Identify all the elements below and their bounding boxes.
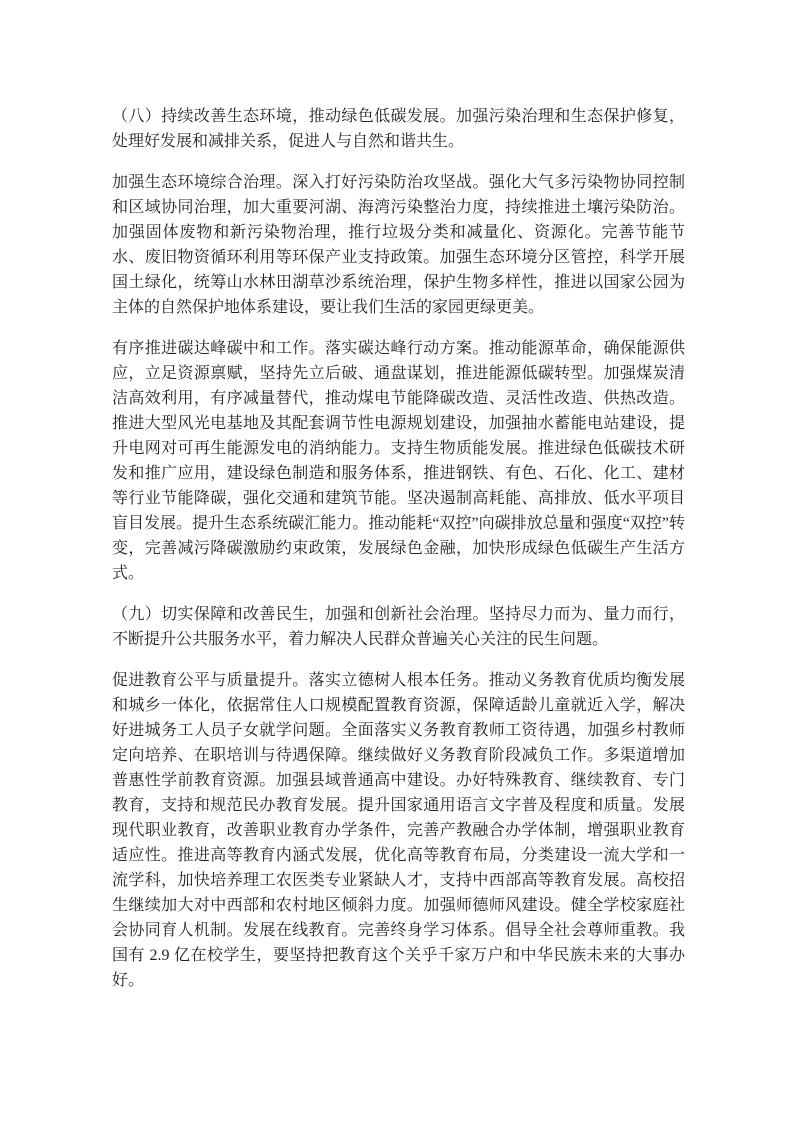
paragraph-section-9-heading: （九）切实保障和改善民生，加强和创新社会治理。坚持尽力而为、量力而行，不断提升公共服务水平，着力解决人民群众普遍关心关注的民生问题。 — [112, 606, 685, 648]
paragraph-education: 促进教育公平与质量提升。落实立德树人根本任务。推动义务教育优质均衡发展和城乡一体化，依据常住人口规模配置教育资源，保障适龄儿童就近入学，解决好进城务工人员子女就学问题。全面落实义务教育教师工资待遇，加强乡村教师定向培养、在职培训与待遇保障。继续做好义务教育阶段减负工作。多渠道增加普惠性学前教育资源。加强县域普通高中建设。办好特殊教育、继续教育、专门教育，支持和规范民办教育发展。提升国家通用语言文字普及程度和质量。发展现代职业教育，改善职业教育办学条件，完善产教融合办学体制，增强职业教育适应性。推进高等教育内涵式发展，优化高等教育布局，分类建设一流大学和一流学科，加快培养理工农医类专业紧缺人才，支持中西部高等教育发展。高校招生继续加大对中西部和农村地区倾斜力度。加强师德师风建设。健全学校家庭社会协同育人机制。发展在线教育。完善终身学习体系。倡导全社会尊师重教。我国有 2.9 亿在校学生，要坚持把教育这个关乎千家万户和中华民族未来的大事办好。 — [112, 672, 685, 989]
paragraph-carbon-peak-neutrality: 有序推进碳达峰碳中和工作。落实碳达峰行动方案。推动能源革命，确保能源供应，立足资源禀赋，坚持先立后破、通盘谋划，推进能源低碳转型。加强煤炭清洁高效利用，有序减量替代，推动煤电节能降碳改造、灵活性改造、供热改造。推进大型风光电基地及其配套调节性电源规划建设，加强抽水蓄能电站建设，提升电网对可再生能源发电的消纳能力。支持生物质能发展。推进绿色低碳技术研发和推广应用，建设绿色制造和服务体系，推进钢铁、有色、石化、化工、建材等行业节能降碳，强化交通和建筑节能。坚决遏制高耗能、高排放、低水平项目盲目发展。提升生态系统碳汇能力。推动能耗“双控”向碳排放总量和强度“双控”转变，完善减污降碳激励约束政策，发展绿色金融，加快形成绿色低碳生产生活方式。 — [112, 340, 685, 582]
document-text-block — [112, 104, 685, 993]
paragraph-ecology-governance: 加强生态环境综合治理。深入打好污染防治攻坚战。强化大气多污染物协同控制和区域协同治理，加大重要河湖、海湾污染整治力度，持续推进土壤污染防治。加强固体废物和新污染物治理，推行垃圾分类和减量化、资源化。完善节能节水、废旧物资循环利用等环保产业支持政策。加强生态环境分区管控，科学开展国土绿化，统筹山水林田湖草沙系统治理，保护生物多样性，推进以国家公园为主体的自然保护地体系建设，要让我们生活的家园更绿更美。 — [112, 174, 685, 316]
paragraph-section-8-heading: （八）持续改善生态环境，推动绿色低碳发展。加强污染治理和生态保护修复，处理好发展和减排关系，促进人与自然和谐共生。 — [112, 108, 685, 150]
